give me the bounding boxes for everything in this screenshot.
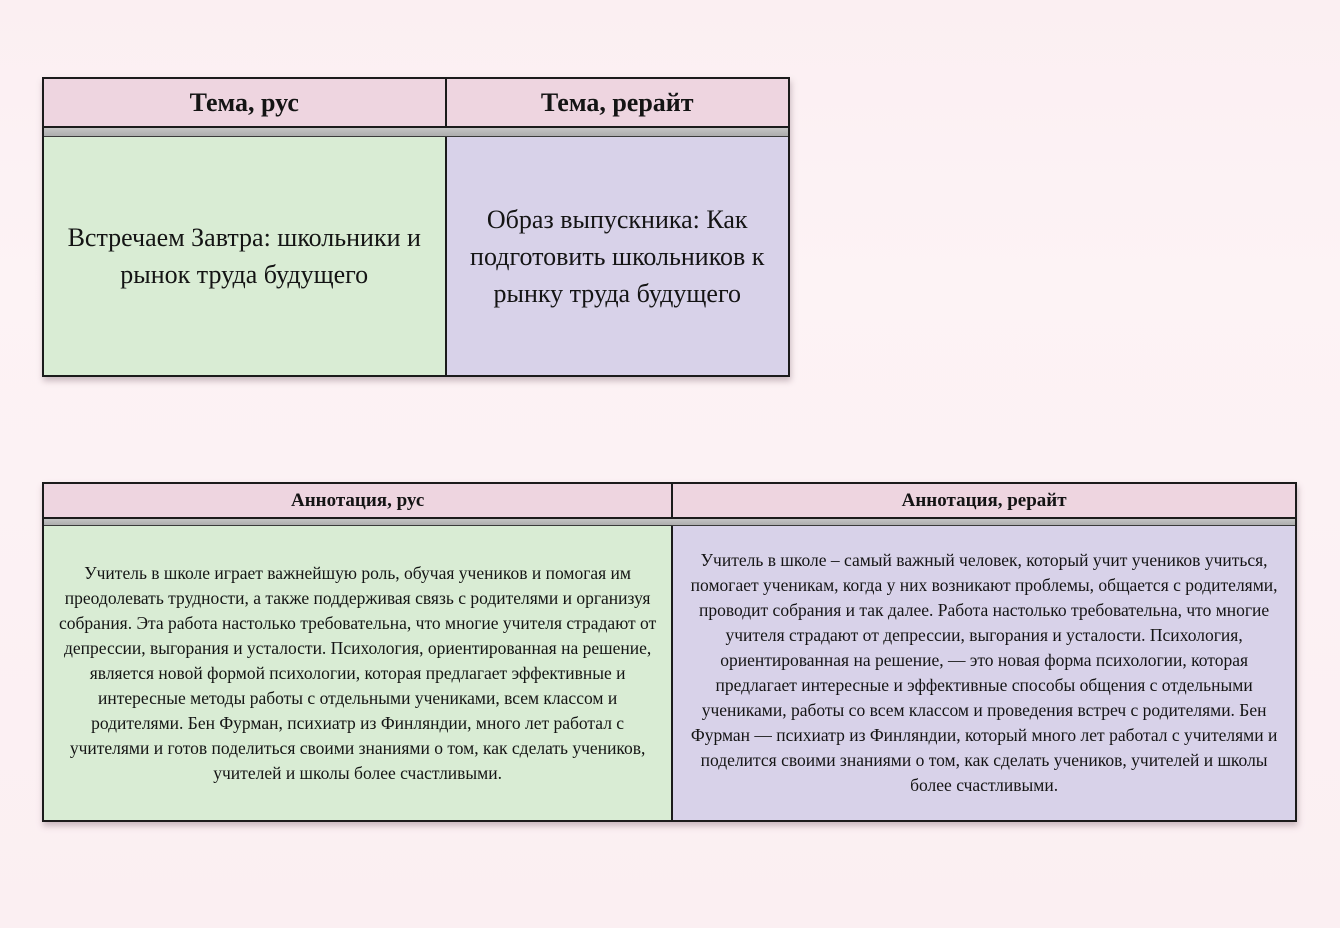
topic-table-header-row xyxy=(44,79,788,128)
topic-table-body-row xyxy=(44,136,788,375)
annotation-table xyxy=(42,482,1297,822)
topic-table-row-gap xyxy=(44,128,788,136)
annotation-header-rus: Аннотация, рус xyxy=(44,484,673,519)
annotation-table-header-row xyxy=(44,484,1295,519)
topic-header-rewrite: Тема, рерайт xyxy=(447,79,788,128)
topic-table xyxy=(42,77,790,377)
topic-cell-rewrite: Образ выпускника: Как подготовить школьников к рынку труда будущего xyxy=(447,137,788,375)
annotation-table-body-row xyxy=(44,525,1295,820)
annotation-cell-rewrite: Учитель в школе – самый важный человек, который учит учеников учиться, помогает ученикам, когда у них возникают проблемы, общается с родителями, проводит собрания и так далее. Работа настолько требовательна, что многие учителя страдают от депрессии, выгорания и усталости. Психология, ориентированная на решение, — это новая форма психологии, которая предлагает интересные и эффективные способы общения с отдельными учениками, работы со всем классом и проведения встреч с родителями. Бен Фурман — психиатр из Финляндии, который много лет работал с учителями и поделится своими знаниями о том, как сделать учеников, учителей и школы более счастливыми. xyxy=(673,526,1295,820)
annotation-header-rewrite: Аннотация, рерайт xyxy=(673,484,1295,519)
annotation-cell-rus: Учитель в школе играет важнейшую роль, обучая учеников и помогая им преодолевать трудности, а также поддерживая связь с родителями и организуя собрания. Эта работа настолько требовательна, что многие учителя страдают от депрессии, выгорания и усталости. Психология, ориентированная на решение, является новой формой психологии, которая предлагает эффективные и интересные методы работы с отдельными учениками, всем классом и родителями. Бен Фурман, психиатр из Финляндии, много лет работал с учителями и готов поделиться своими знаниями о том, как сделать учеников, учителей и школы более счастливыми. xyxy=(44,526,673,820)
topic-header-rus: Тема, рус xyxy=(44,79,447,128)
topic-cell-rus: Встречаем Завтра: школьники и рынок труда будущего xyxy=(44,137,447,375)
